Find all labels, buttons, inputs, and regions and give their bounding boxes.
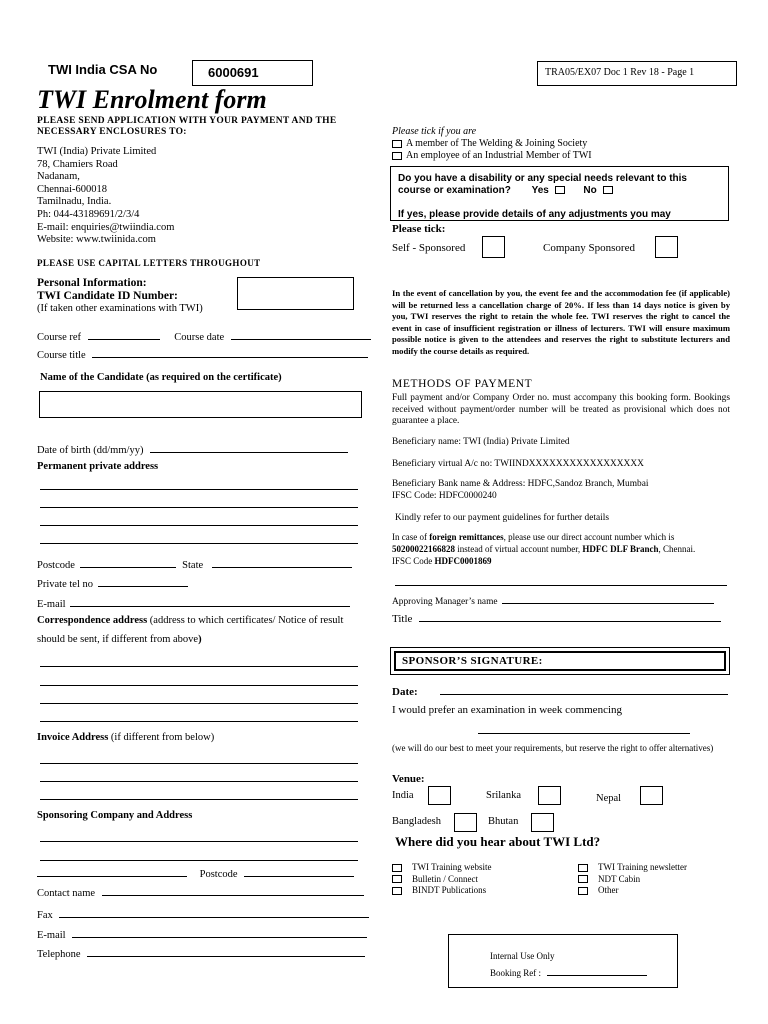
twi-address <box>37 146 174 247</box>
venue-nepal-label: Nepal <box>596 793 622 804</box>
email2-label: E-mail <box>37 930 66 941</box>
internal-use-box <box>448 934 678 988</box>
course-date-input[interactable] <box>231 329 371 340</box>
signature-line[interactable] <box>395 585 727 586</box>
hear-option-other[interactable]: Other <box>578 885 687 897</box>
ifsc-code: IFSC Code: HDFC0000240 <box>392 491 497 501</box>
date-row <box>392 684 728 698</box>
venue-bangladesh-checkbox[interactable] <box>454 813 477 832</box>
member-option-1[interactable] <box>392 138 587 149</box>
contact-name-row <box>37 885 364 899</box>
candidate-name-input[interactable] <box>39 391 362 418</box>
title-row <box>392 611 721 625</box>
please-tick-label: Please tick: <box>392 223 446 235</box>
hear-option-ndt-cabin[interactable]: NDT Cabin <box>578 874 687 886</box>
payment-guidelines: Kindly refer to our payment guidelines for further details <box>395 513 609 523</box>
hear-option-bindt[interactable]: BINDT Publications <box>392 885 492 897</box>
state-label: State <box>182 560 204 571</box>
disability-question-1: Do you have a disability or any special needs relevant to this <box>398 173 687 184</box>
course-title-input[interactable] <box>92 347 368 358</box>
title-input[interactable] <box>419 611 721 622</box>
invoice-line-1[interactable] <box>40 763 358 764</box>
state-input[interactable] <box>212 557 352 568</box>
hear-option-newsletter[interactable]: TWI Training newsletter <box>578 862 687 874</box>
correspondence-note: (address to which certificates/ Notice of result <box>147 615 344 626</box>
foreign-remittance-1: In case of foreign remittances, please use our direct account number which is <box>392 532 675 542</box>
member-checkbox-2[interactable] <box>392 152 402 160</box>
private-tel-label: Private tel no <box>37 579 93 590</box>
page-title: TWI Enrolment form <box>37 85 267 114</box>
sponsor-signature-label: SPONSOR’S SIGNATURE: <box>402 655 543 667</box>
venue-srilanka-checkbox[interactable] <box>538 786 561 805</box>
sponsor-signature-inner[interactable] <box>394 651 726 671</box>
telephone-row <box>37 946 365 960</box>
sponsor-signature-box <box>390 647 730 675</box>
correspondence-heading <box>37 615 343 626</box>
hear-option-website[interactable]: TWI Training website <box>392 862 492 874</box>
approving-manager-row <box>392 593 714 607</box>
correspondence-line-4[interactable] <box>40 721 358 722</box>
member-checkbox-1[interactable] <box>392 140 402 148</box>
venue-label: Venue: <box>392 773 425 785</box>
internal-use-label: Internal Use Only <box>490 951 555 961</box>
cancellation-policy: In the event of cancellation by you, the event fee and the accommodation fee (if applicable) will be returned less a cancellation charge of 20%. If less than 14 days notice is given by you, TWI reserves the right to retain the whole fee. TWI reserves the right to cancel the event in case of insufficient registration or illness of lecturers. TWI will ensure maximum possible notice is given to the attendees and reserves the right to substitute lecturers and modify the course details as required. <box>392 288 730 356</box>
invoice-line-2[interactable] <box>40 781 358 782</box>
doc-ref: TRA05/EX07 Doc 1 Rev 18 - Page 1 <box>545 67 695 78</box>
hear-ndt-checkbox[interactable] <box>578 875 588 883</box>
foreign-remittance-3: IFSC Code HDFC0001869 <box>392 556 492 566</box>
invoice-note: (if different from below) <box>108 732 215 743</box>
email2-input[interactable] <box>72 927 367 938</box>
sponsoring-company-label: Sponsoring Company and Address <box>37 810 193 821</box>
member-option-1-label: A member of The Welding & Joining Society <box>406 138 588 149</box>
course-ref-row <box>37 329 371 343</box>
correspondence-line-3[interactable] <box>40 703 358 704</box>
company-sponsored-label: Company Sponsored <box>543 242 635 254</box>
send-instruction-2: NECESSARY ENCLOSURES TO: <box>37 127 187 137</box>
approving-manager-label: Approving Manager’s name <box>392 597 498 607</box>
venue-bangladesh-label: Bangladesh <box>392 816 441 827</box>
fax-label: Fax <box>37 910 53 921</box>
sponsoring-line-1[interactable] <box>40 841 358 842</box>
candidate-id-label: TWI Candidate ID Number: <box>37 290 178 302</box>
address-line: 78, Chamiers Road <box>37 158 118 170</box>
correspondence-note-2: should be sent, if different from above <box>37 634 199 645</box>
foreign-remittance-2: 50200022166828 instead of virtual account number, HDFC DLF Branch, Chennai. <box>392 544 696 554</box>
venue-bhutan-checkbox[interactable] <box>531 813 554 832</box>
sponsoring-line-3[interactable] <box>37 866 187 877</box>
postcode-label: Postcode <box>37 560 75 571</box>
permanent-address-line-2[interactable] <box>40 507 358 508</box>
title-label: Title <box>392 613 413 625</box>
postcode2-row <box>37 866 354 880</box>
send-instruction-1: PLEASE SEND APPLICATION WITH YOUR PAYMENT AND THE <box>37 116 337 126</box>
permanent-address-line-1[interactable] <box>40 489 358 490</box>
hear-website-checkbox[interactable] <box>392 864 402 872</box>
csa-number-field[interactable] <box>192 60 313 86</box>
dob-row <box>37 442 348 456</box>
dob-label: Date of birth (dd/mm/yy) <box>37 445 144 456</box>
hdfc-branch: HDFC DLF Branch <box>582 544 659 554</box>
beneficiary-account: Beneficiary virtual A/c no: TWIINDXXXXXXXXXXXXXXXXX <box>392 459 644 469</box>
invoice-line-3[interactable] <box>40 799 358 800</box>
postcode-state-row <box>37 557 352 571</box>
fax-input[interactable] <box>59 907 369 918</box>
email-label: E-mail <box>37 599 66 610</box>
hear-bindt-checkbox[interactable] <box>392 887 402 895</box>
course-title-label: Course title <box>37 350 86 361</box>
invoice-heading <box>37 732 214 743</box>
disability-box <box>390 166 729 221</box>
candidate-id-note: (If taken other examinations with TWI) <box>37 303 203 314</box>
venue-bhutan-label: Bhutan <box>488 816 519 827</box>
self-sponsored-checkbox[interactable] <box>482 236 505 258</box>
correspondence-close: ) <box>198 634 202 645</box>
company-sponsored-checkbox[interactable] <box>655 236 678 258</box>
contact-name-label: Contact name <box>37 888 96 899</box>
postcode2-input[interactable] <box>244 866 354 877</box>
correspondence-label: Correspondence address <box>37 615 148 626</box>
direct-account-number: 50200022166828 <box>392 544 455 554</box>
correspondence-line-2[interactable] <box>40 685 358 686</box>
exam-week-input[interactable] <box>478 733 690 734</box>
member-option-2-label: An employee of an Industrial Member of TWI <box>406 150 592 161</box>
approving-manager-input[interactable] <box>502 593 714 604</box>
best-effort-note: (we will do our best to meet your requirements, but reserve the right to offer alternatives) <box>392 743 714 753</box>
address-line: Chennai-600018 <box>37 183 107 195</box>
hear-other-checkbox[interactable] <box>578 887 588 895</box>
fax-row <box>37 907 369 921</box>
private-tel-row <box>37 576 188 590</box>
hear-newsletter-checkbox[interactable] <box>578 864 588 872</box>
email-row <box>37 596 350 610</box>
telephone-input[interactable] <box>87 946 365 957</box>
telephone-label: Telephone <box>37 949 81 960</box>
prefer-exam-label: I would prefer an examination in week commencing <box>392 704 623 716</box>
methods-of-payment-heading: METHODS OF PAYMENT <box>392 378 533 390</box>
capitals-note: PLEASE USE CAPITAL LETTERS THROUGHOUT <box>37 258 261 268</box>
self-sponsored-label: Self - Sponsored <box>392 242 466 254</box>
email-input[interactable] <box>70 596 350 607</box>
booking-ref-label: Booking Ref : <box>490 968 541 978</box>
venue-nepal-checkbox[interactable] <box>640 786 663 805</box>
address-line: TWI (India) Private Limited <box>37 146 157 157</box>
hear-bulletin-checkbox[interactable] <box>392 875 402 883</box>
correspondence-line-1[interactable] <box>40 666 358 667</box>
hear-left-list <box>392 862 492 897</box>
foreign-remittance-label: foreign remittances <box>429 532 504 542</box>
venue-india-checkbox[interactable] <box>428 786 451 805</box>
contact-name-input[interactable] <box>102 885 364 896</box>
personal-info-heading: Personal Information: <box>37 277 147 289</box>
dob-input[interactable] <box>150 442 348 453</box>
csa-number: 6000691 <box>208 65 259 80</box>
bank-address: Beneficiary Bank name & Address: HDFC,Sandoz Branch, Mumbai <box>392 479 649 489</box>
date-input[interactable] <box>440 684 728 695</box>
disability-details: If yes, please provide details of any adjustments you may <box>398 209 671 220</box>
address-line: Tamilnadu, India. <box>37 196 112 208</box>
hear-about-heading: Where did you hear about TWI Ltd? <box>395 834 601 849</box>
csa-label: TWI India CSA No <box>48 62 158 77</box>
yes-label: Yes <box>531 185 549 196</box>
postcode2-label: Postcode <box>199 869 238 880</box>
correspondence-heading-2 <box>37 634 202 645</box>
private-tel-input[interactable] <box>98 576 188 587</box>
date-label: Date: <box>392 686 418 698</box>
yes-checkbox[interactable] <box>555 186 565 194</box>
hear-right-list <box>578 862 687 897</box>
address-line: Website: www.twiinida.com <box>37 234 156 246</box>
address-line: E-mail: enquiries@twiindia.com <box>37 221 175 233</box>
methods-text: Full payment and/or Company Order no. must accompany this booking form. Bookings received without payment/order number will be treated as provisional which does not guarantee a place. <box>392 393 730 427</box>
postcode-input[interactable] <box>80 557 176 568</box>
course-title-row <box>37 347 368 361</box>
tick-note: Please tick if you are <box>392 126 477 137</box>
permanent-address-label: Permanent private address <box>37 461 159 472</box>
address-line: Nadanam, <box>37 171 80 183</box>
candidate-name-label: Name of the Candidate (as required on the certificate) <box>40 372 282 383</box>
member-option-2[interactable] <box>392 150 592 161</box>
beneficiary-name: Beneficiary name: TWI (India) Private Limited <box>392 437 570 447</box>
permanent-address-line-3[interactable] <box>40 525 358 526</box>
venue-india-label: India <box>392 790 414 801</box>
address-line: Ph: 044-43189691/2/3/4 <box>37 208 140 220</box>
no-checkbox[interactable] <box>603 186 613 194</box>
venue-srilanka-label: Srilanka <box>486 790 521 801</box>
hear-option-bulletin[interactable]: Bulletin / Connect <box>392 874 492 886</box>
doc-ref-box <box>537 61 737 86</box>
invoice-label: Invoice Address <box>37 732 109 743</box>
booking-ref-input[interactable] <box>547 965 647 976</box>
email2-row <box>37 927 367 941</box>
course-date-label: Course date <box>174 332 225 343</box>
course-ref-label: Course ref <box>37 332 82 343</box>
candidate-id-input[interactable] <box>237 277 354 310</box>
course-ref-input[interactable] <box>88 329 160 340</box>
foreign-ifsc-code: HDFC0001869 <box>434 556 492 566</box>
booking-ref-row <box>490 965 647 978</box>
disability-question-2: course or examination? Yes No <box>398 185 617 196</box>
sponsoring-line-2[interactable] <box>40 860 358 861</box>
no-label: No <box>583 185 597 196</box>
permanent-address-line-4[interactable] <box>40 543 358 544</box>
